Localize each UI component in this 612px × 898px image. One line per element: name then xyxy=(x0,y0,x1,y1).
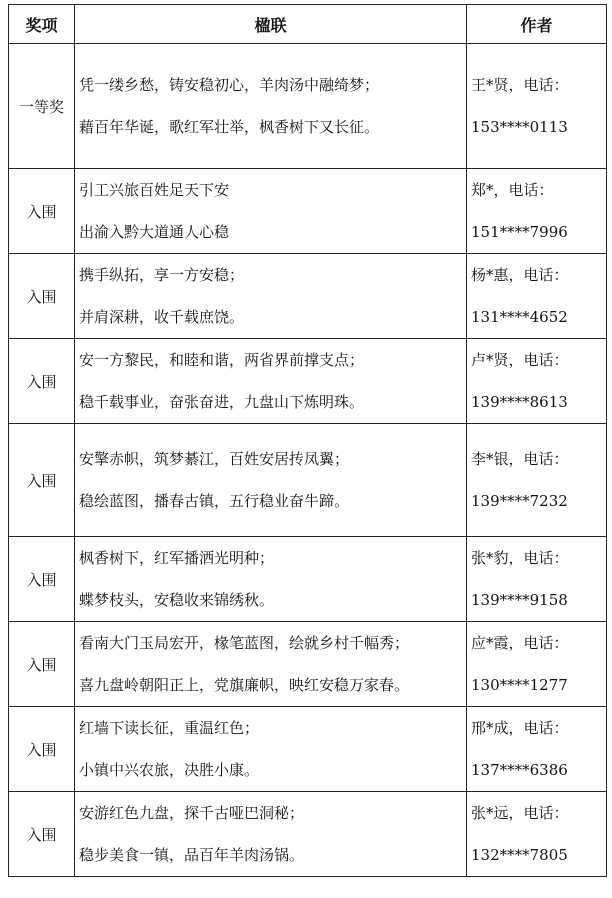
author-name: 邢*成，电话： xyxy=(471,719,569,737)
author-cell xyxy=(467,622,607,707)
table-row xyxy=(9,537,607,622)
author-name: 应*霞，电话： xyxy=(471,634,569,652)
couplet-line-2: 藉百年华诞，歌红军壮举，枫香树下又长征。 xyxy=(79,118,380,136)
couplet-cell xyxy=(75,169,467,254)
couplet-cell xyxy=(75,792,467,877)
author-phone: 132****7805 xyxy=(471,846,568,864)
award-cell: 入围 xyxy=(9,707,75,792)
author-name: 王*贤，电话： xyxy=(471,76,569,94)
author-phone: 131****4652 xyxy=(471,308,568,326)
author-name: 张*豹，电话： xyxy=(471,549,569,567)
couplet-line-1: 携手纵拓，享一方安稳； xyxy=(79,266,245,284)
author-cell xyxy=(467,169,607,254)
couplet-line-1: 安游红色九盘，探千古哑巴洞秘； xyxy=(79,804,305,822)
author-cell xyxy=(467,707,607,792)
author-phone: 139****8613 xyxy=(471,393,568,411)
author-cell xyxy=(467,792,607,877)
author-phone: 130****1277 xyxy=(471,676,568,694)
table-row xyxy=(9,44,607,169)
author-cell xyxy=(467,254,607,339)
couplet-line-2: 蝶梦枝头，安稳收来锦绣秋。 xyxy=(79,591,275,609)
couplet-line-2: 喜九盘岭朝阳正上，党旗廉帜，映红安稳万家春。 xyxy=(79,676,410,694)
award-cell: 入围 xyxy=(9,424,75,537)
header-award: 奖项 xyxy=(9,5,75,44)
award-cell: 一等奖 xyxy=(9,44,75,169)
author-name: 杨*惠，电话： xyxy=(471,266,569,284)
author-phone: 151****7996 xyxy=(471,223,568,241)
couplet-line-1: 凭一缕乡愁，铸安稳初心，羊肉汤中融绮梦； xyxy=(79,76,380,94)
award-cell: 入围 xyxy=(9,254,75,339)
couplet-line-2: 小镇中兴农旅，决胜小康。 xyxy=(79,761,260,779)
table-row xyxy=(9,792,607,877)
couplet-line-2: 稳步美食一镇，品百年羊肉汤锅。 xyxy=(79,846,305,864)
award-table xyxy=(8,4,607,877)
author-cell xyxy=(467,537,607,622)
author-phone: 137****6386 xyxy=(471,761,568,779)
couplet-cell xyxy=(75,707,467,792)
table-row xyxy=(9,424,607,537)
couplet-line-1: 安擎赤帜，筑梦綦江，百姓安居抟凤翼； xyxy=(79,450,350,468)
table-row xyxy=(9,707,607,792)
author-name: 郑*，电话： xyxy=(471,181,554,199)
couplet-cell xyxy=(75,44,467,169)
couplet-line-1: 红墙下读长征，重温红色； xyxy=(79,719,260,737)
table-row xyxy=(9,339,607,424)
couplet-cell xyxy=(75,254,467,339)
couplet-line-2: 稳绘蓝图，播春古镇，五行稳业奋牛蹄。 xyxy=(79,492,350,510)
author-cell xyxy=(467,424,607,537)
header-author: 作者 xyxy=(467,5,607,44)
header-couplet: 楹联 xyxy=(75,5,467,44)
author-name: 张*远，电话： xyxy=(471,804,569,822)
award-cell: 入围 xyxy=(9,169,75,254)
couplet-cell xyxy=(75,339,467,424)
award-cell: 入围 xyxy=(9,537,75,622)
couplet-line-2: 稳千载事业，奋张奋进，九盘山下炼明珠。 xyxy=(79,393,365,411)
header-row xyxy=(9,5,607,44)
couplet-cell xyxy=(75,424,467,537)
couplet-line-1: 引工兴旅百姓足天下安 xyxy=(79,181,230,199)
couplet-line-1: 看南大门玉局宏开，椽笔蓝图，绘就乡村千幅秀； xyxy=(79,634,410,652)
award-cell: 入围 xyxy=(9,792,75,877)
couplet-line-2: 出渝入黔大道通人心稳 xyxy=(79,223,230,241)
couplet-line-1: 枫香树下，红军播洒光明种； xyxy=(79,549,275,567)
author-phone: 139****9158 xyxy=(471,591,568,609)
table-row xyxy=(9,254,607,339)
table-row xyxy=(9,622,607,707)
author-name: 卢*贤，电话： xyxy=(471,351,569,369)
award-cell: 入围 xyxy=(9,622,75,707)
couplet-cell xyxy=(75,537,467,622)
author-phone: 153****0113 xyxy=(471,118,568,136)
author-cell xyxy=(467,44,607,169)
author-name: 李*银，电话： xyxy=(471,450,569,468)
couplet-line-2: 并肩深耕，收千载庶饶。 xyxy=(79,308,245,326)
award-cell: 入围 xyxy=(9,339,75,424)
table-row xyxy=(9,169,607,254)
couplet-line-1: 安一方黎民，和睦和谐，两省界前撑支点； xyxy=(79,351,365,369)
author-phone: 139****7232 xyxy=(471,492,568,510)
couplet-cell xyxy=(75,622,467,707)
author-cell xyxy=(467,339,607,424)
